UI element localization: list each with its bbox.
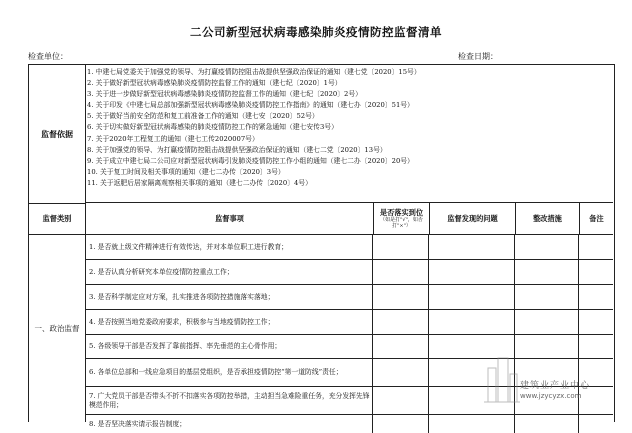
inspection-date-label: 检查日期：: [458, 52, 498, 61]
basis-item: 1. 中建七局党委关于加强党的领导、为打赢疫情防控阻击战提供坚强政治保证的通知（建七党〔2020〕15号）: [87, 68, 421, 76]
watermark-text: 建筑业产业中心: [520, 381, 591, 391]
supervision-item: 8. 是否坚决落实请示报告制度；: [85, 415, 373, 433]
basis-list: [85, 65, 613, 203]
table-row: [85, 285, 613, 310]
basis-item: 10. 关于复工时间及相关事项的通知（建七二办传〔2020〕3号）: [87, 167, 285, 176]
supervision-item: 3. 是否科学制定应对方案，扎实推进各项防控措施落实落地；: [85, 285, 373, 309]
issues-cell[interactable]: [429, 310, 515, 334]
header-implemented: [374, 203, 430, 235]
table-row: [85, 310, 613, 335]
page-title: 二公司新型冠状病毒感染肺炎疫情防控监督清单: [190, 25, 442, 39]
implemented-cell[interactable]: [373, 359, 429, 386]
header-category: 监督类别: [29, 203, 86, 235]
watermark-url: www.jzycyzx.com: [520, 392, 582, 400]
basis-item: 8. 关于加强党的领导、为打赢疫情防控阻击战提供坚强政治保证的通知（建七二党〔2020〕13号）: [87, 145, 387, 154]
table-row: [85, 235, 613, 260]
issues-cell[interactable]: [429, 235, 515, 259]
basis-item: 3. 关于进一步做好新型冠状病毒感染肺炎疫情防控监督工作的通知（建七纪〔2020〕2号）: [87, 90, 362, 99]
header-rectification: 整改措施: [516, 203, 580, 235]
basis-item: 2. 关于做好新型冠状病毒感染肺炎疫情防控监督工作的通知（建七纪〔2020〕1号）: [87, 79, 342, 88]
rectification-cell[interactable]: [515, 260, 579, 284]
basis-item: 7. 关于2020年工程复工的通知（建七工传2020007号）: [87, 134, 259, 143]
implemented-cell[interactable]: [373, 387, 429, 414]
table-row: [85, 260, 613, 285]
implemented-cell[interactable]: [373, 310, 429, 334]
table-row: [85, 415, 613, 433]
supervision-item: 2. 是否认真分析研究本单位疫情防控重点工作；: [85, 260, 373, 284]
rectification-cell[interactable]: [515, 235, 579, 259]
rectification-cell[interactable]: [515, 415, 579, 433]
header-item: 监督事项: [86, 203, 374, 235]
supervision-item: 7. 广大党员干部是否带头不折不扣落实各项防控举措，主动担当急难险重任务，充分发挥先锋模范作用；: [85, 387, 373, 414]
header-remarks: 备注: [580, 203, 613, 235]
basis-item: 11. 关于返肥后居家隔离观察相关事项的通知（建七二办传〔2020〕4号）: [87, 178, 312, 187]
implemented-cell[interactable]: [373, 415, 429, 433]
issues-cell[interactable]: [429, 415, 515, 433]
header-issues: 监督发现的问题: [430, 203, 516, 235]
rectification-cell[interactable]: [515, 310, 579, 334]
supervision-item: 4. 是否按照当地党委政府要求，积极参与当地疫情防控工作；: [85, 310, 373, 334]
rectification-cell[interactable]: [515, 285, 579, 309]
inspection-unit-label: 检查单位：: [28, 52, 68, 61]
basis-item: 5. 关于做好当前安全防范和复工前准备工作的通知（建七安〔2020〕52号）: [87, 112, 319, 121]
header-implemented-label: 是否落实到位: [379, 208, 424, 217]
implemented-cell[interactable]: [373, 235, 429, 259]
implemented-cell[interactable]: [373, 335, 429, 358]
basis-item: 6. 关于切实做好新型冠状病毒感染的肺炎疫情防控工作的紧急通知（建七安传3号）: [87, 123, 338, 132]
header-implemented-note: （如是打"√"，如否打"×"）: [380, 217, 423, 229]
basis-label: 监督依据: [29, 65, 86, 204]
supervision-item: 1. 是否就上级文件精神进行有效传达，并对本单位职工进行教育；: [85, 235, 373, 259]
supervision-item: 6. 各单位总部和一线应急项目的基层党组织，是否承担疫情防控“第一道防线”责任；: [85, 359, 373, 386]
implemented-cell[interactable]: [373, 260, 429, 284]
issues-cell[interactable]: [429, 285, 515, 309]
basis-item: 4. 关于印发《中建七局总部加强新型冠状病毒感染肺炎疫情防控工作指南》的通知（建七办〔2020〕51号）: [87, 101, 414, 110]
issues-cell[interactable]: [429, 260, 515, 284]
category-cell: 一、政治监督: [29, 235, 86, 422]
basis-item: 9. 关于成立中建七局二公司应对新型冠状病毒引发肺炎疫情防控工作小组的通知（建七二办〔2020〕20号）: [87, 156, 414, 165]
implemented-cell[interactable]: [373, 285, 429, 309]
supervision-item: 5. 各级领导干部是否发挥了靠前指挥、率先垂范的主心骨作用；: [85, 335, 373, 358]
